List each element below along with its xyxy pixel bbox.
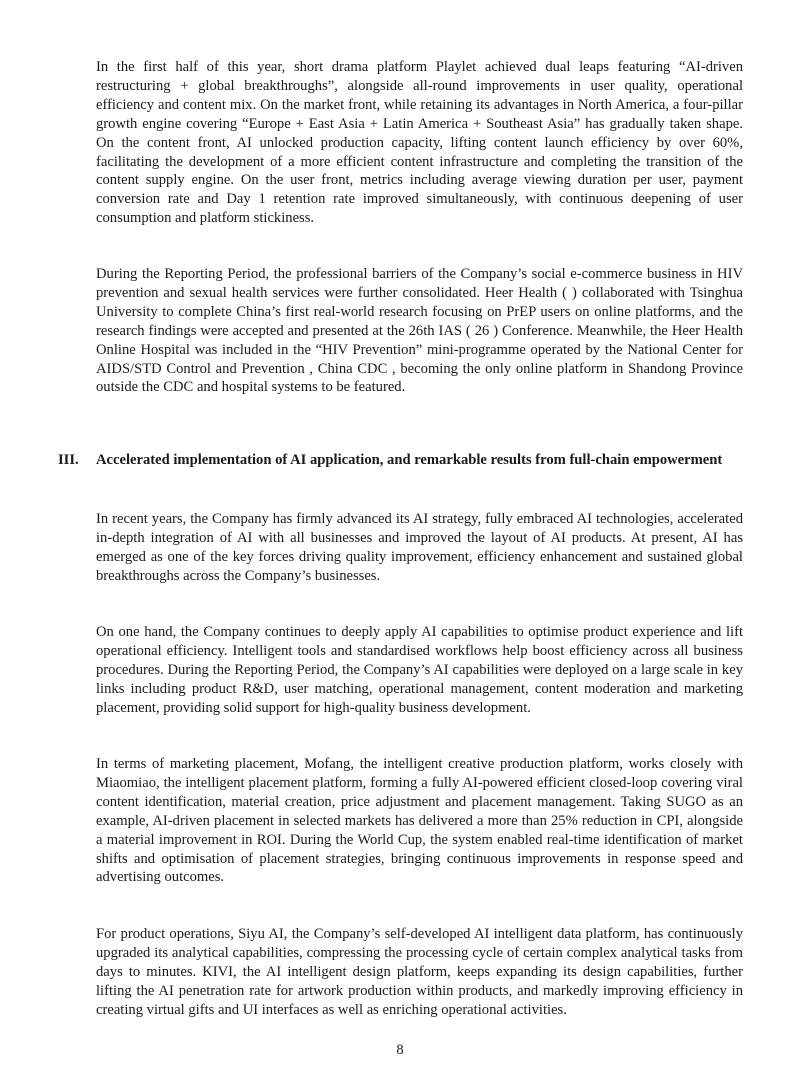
section-number: III. [58, 452, 79, 468]
paragraph-product-operations: For product operations, Siyu AI, the Company’s self-developed AI intelligent data platform, has continuously upgraded its analytical capabilities, compressing the processing cycle of certain complex analytical tasks from days to minutes. KIVI, the AI intelligent design platform, keeps expanding its design capabilities, further lifting the AI penetration rate for artwork production within products, and markedly improving efficiency in creating virtual gifts and UI interfaces as well as enriching operational activities. [96, 926, 743, 1018]
paragraph-ai-strategy: In recent years, the Company has firmly advanced its AI strategy, fully embraced AI technologies, accelerated in-depth integration of AI with all businesses and improved the layout of AI products. At present, AI has emerged as one of the key forces driving quality improvement, efficiency enhancement and sustained global breakthroughs across the Company’s businesses. [96, 511, 743, 584]
paragraph-marketing-placement: In terms of marketing placement, Mofang, the intelligent creative production platform, works closely with Miaomiao, the intelligent placement platform, forming a fully AI-powered efficient closed-loop covering viral content identification, material creation, price adjustment and placement management. Taking SUGO as an example, AI-driven placement in selected markets has delivered a more than 25% reduction in CPI, alongside a material improvement in ROI. During the World Cup, the system enabled real-time identification of market shifts and optimisation of placement strategies, bringing continuous improvements in response speed and advertising outcomes. [96, 756, 743, 886]
paragraph-heer-health: During the Reporting Period, the professional barriers of the Company’s social e-commerce business in HIV prevention and sexual health services were further consolidated. Heer Health ( ) collaborated with Tsinghua University to complete China’s first real-world research focusing on PrEP users on online platforms, and the research findings were accepted and presented at the 26th IAS ( 26 ) Conference. Meanwhile, the Heer Health Online Hospital was included in the “HIV Prevention” mini-programme operated by the National Center for AIDS/STD Control and Prevention , China CDC , becoming the only online platform in Shandong Province outside the CDC and hospital systems to be featured. [96, 266, 743, 396]
paragraph-ai-capabilities: On one hand, the Company continues to deeply apply AI capabilities to optimise product experience and lift operational efficiency. Intelligent tools and standardised workflows help boost efficiency across all business procedures. During the Reporting Period, the Company’s AI capabilities were deployed on a large scale in key links including product R&D, user matching, operational management, content moderation and marketing placement, providing solid support for high-quality business development. [96, 624, 743, 716]
paragraph-playlet: In the first half of this year, short drama platform Playlet achieved dual leaps featuring “AI-driven restructuring + global breakthroughs”, alongside all-round improvements in user quality, operational efficiency and content mix. On the market front, while retaining its advantages in North America, a four-pillar growth engine covering “Europe + East Asia + Latin America + Southeast Asia” has gradually taken shape. On the content front, AI unlocked production capacity, lifting content launch efficiency by over 60%, facilitating the development of a more efficient content infrastructure and completing the transition of the content supply engine. On the user front, metrics including average viewing duration per user, payment conversion rate and Day 1 retention rate improved simultaneously, with continuous deepening of user consumption and platform stickiness. [96, 59, 743, 227]
page-number: 8 [396, 1042, 404, 1058]
section-heading: Accelerated implementation of AI application, and remarkable results from full-chain empowerment [96, 452, 723, 468]
